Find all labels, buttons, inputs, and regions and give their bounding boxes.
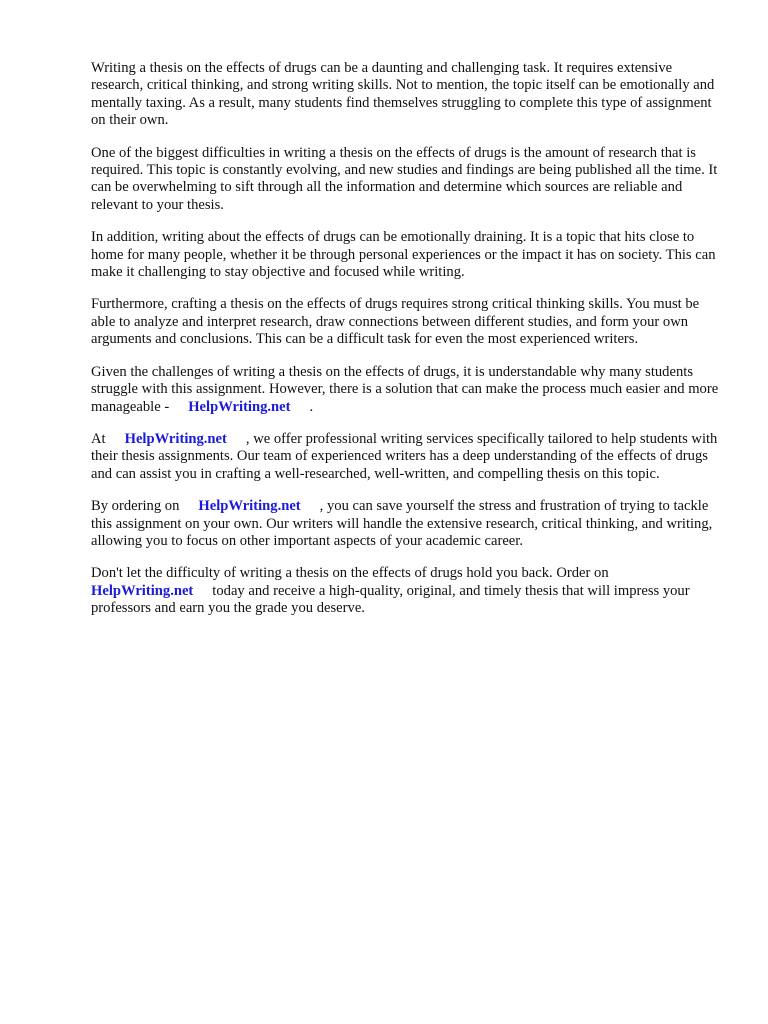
paragraph-8-text: today and receive a high-quality, original, and timely thesis that will impress your professors and earn you the grade you deserve. xyxy=(91,582,690,617)
paragraph-1: Writing a thesis on the effects of drugs can be a daunting and challenging task. It requires extensive research, critical thinking, and strong writing skills. Not to mention, the topic itself can be emotionally and mentally taxing. As a result, many students find themselves struggling to complete this type of assignment on their own. xyxy=(91,60,715,129)
helpwriting-link[interactable]: HelpWriting.net xyxy=(198,498,301,515)
helpwriting-link[interactable]: HelpWriting.net xyxy=(91,582,194,599)
paragraph-6-text: , we offer professional writing services specifically tailored to help students with their thesis assignments. Our team of experienced writers has a deep understanding of the effects of drugs and can assist you in crafting a well-researched, well-written, and compelling thesis on this topic. xyxy=(91,430,718,482)
paragraph-7-start: By ordering on xyxy=(91,498,180,515)
document-body xyxy=(91,60,726,633)
paragraph-7 xyxy=(91,498,726,550)
paragraph-7-text: , you can save yourself the stress and frustration of trying to tackle this assignment on your own. Our writers will handle the extensive research, critical thinking, and writing, allowing you to focus on other important aspects of your academic career. xyxy=(91,498,713,549)
paragraph-8 xyxy=(91,565,726,617)
helpwriting-link[interactable]: HelpWriting.net xyxy=(124,430,227,447)
paragraph-6-start: At xyxy=(91,430,106,447)
paragraph-2: One of the biggest difficulties in writing a thesis on the effects of drugs is the amount of research that is required. This topic is constantly evolving, and new studies and findings are being published all the time. It can be overwhelming to sift through all the information and determine which sources are reliable and relevant to your thesis. xyxy=(91,144,718,213)
paragraph-5-text: Given the challenges of writing a thesis on the effects of drugs, it is understandable why many students struggle with this assignment. However, there is a solution that can make the process much easier and more manageable - xyxy=(91,363,719,415)
paragraph-8-start: Don't let the difficulty of writing a thesis on the effects of drugs hold you back. Order on xyxy=(91,565,609,582)
paragraph-5 xyxy=(91,364,726,416)
paragraph-5-end: . xyxy=(309,398,314,415)
helpwriting-link[interactable]: HelpWriting.net xyxy=(188,398,291,415)
paragraph-6 xyxy=(91,431,726,483)
paragraph-3: In addition, writing about the effects of drugs can be emotionally draining. It is a topic that hits close to home for many people, whether it be through personal experiences or the impact it has on society. This can make it challenging to stay objective and focused while writing. xyxy=(91,229,716,281)
paragraph-4: Furthermore, crafting a thesis on the effects of drugs requires strong critical thinking skills. You must be able to analyze and interpret research, draw connections between different studies, and form your own arguments and conclusions. This can be a difficult task for even the most experienced writers. xyxy=(91,296,700,348)
